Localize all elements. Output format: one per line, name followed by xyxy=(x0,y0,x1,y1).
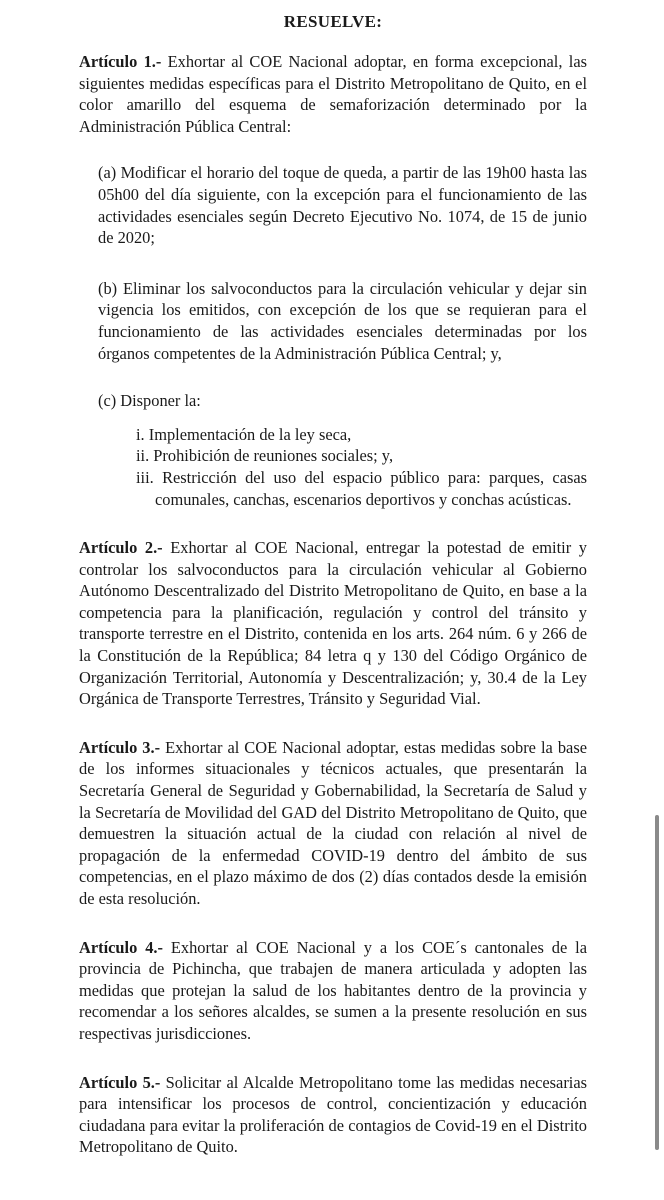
item-c-sublist xyxy=(136,424,587,510)
article-1 xyxy=(79,51,587,137)
resolution-heading: RESUELVE: xyxy=(283,12,383,31)
article-5-text: Solicitar al Alcalde Metropolitano tome las medidas necesarias para intensificar los procesos de control, concientización y educación ciudadana para evitar la proliferación de contagios de Covid-19 en el Distrito Metropolitano de Quito. xyxy=(79,1072,587,1157)
subitem-iii: iii. Restricción del uso del espacio público para: parques, casas comunales, canchas, escenarios deportivos y conchas acústicas. xyxy=(136,467,587,509)
article-2 xyxy=(79,537,587,710)
article-3-text: Exhortar al COE Nacional adoptar, estas medidas sobre la base de los informes situacionales y técnicos actuales, que presentarán la Secretaría General de Seguridad y Gobernabilidad, la Secretaría de Salud y la Secretaría de Movilidad del GAD del Distrito Metropolitano de Quito, que demuestren la situación actual de la ciudad con relación al nivel de propagación de la enfermedad COVID-19 dentro del ámbito de sus competencias, en el plazo máximo de dos (2) días contados desde la emisión de esta resolución. xyxy=(79,737,587,908)
article-2-label: Artículo 2.- xyxy=(79,538,163,558)
subitem-ii: ii. Prohibición de reuniones sociales; y, xyxy=(136,446,394,466)
vertical-scrollbar[interactable] xyxy=(655,815,659,1150)
item-b: (b) Eliminar los salvoconductos para la circulación vehicular y dejar sin vigencia los emitidos, con excepción de los que se requieran para el funcionamiento de las actividades esenciales determinadas por los órganos competentes de la Administración Pública Central; y, xyxy=(98,278,587,363)
document-page xyxy=(79,0,587,1185)
article-2-text: Exhortar al COE Nacional, entregar la potestad de emitir y controlar los salvoconductos para la circulación vehicular al Gobierno Autónomo Descentralizado del Distrito Metropolitano de Quito, en base a la competencia para la planificación, regulación y control del tránsito y transporte terrestre en el Distrito, contenida en los arts. 264 núm. 6 y 266 de la Constitución de la República; 84 letra q y 130 del Código Orgánico de Organización Territorial, Autonomía y Descentralización; y, 30.4 de la Ley Orgánica de Transporte Terrestres, Tránsito y Seguridad Vial. xyxy=(79,538,587,709)
article-4-text: Exhortar al COE Nacional y a los COE´s cantonales de la provincia de Pichincha, que trabajen de manera articulada y adopten las medidas que protejan la salud de los habitantes dentro de la provincia y recomendar a los señores alcaldes, se sumen a la presente resolución en sus respectivas jurisdicciones. xyxy=(79,937,587,1043)
article-1-text: Exhortar al COE Nacional adoptar, en forma excepcional, las siguientes medidas específicas para el Distrito Metropolitano de Quito, en el color amarillo del esquema de semaforización determinado por la Administración Pública Central: xyxy=(79,52,587,136)
article-5-label: Artículo 5.- xyxy=(79,1072,161,1092)
item-c: (c) Disponer la: xyxy=(98,391,201,411)
article-5 xyxy=(79,1072,587,1158)
article-3-label: Artículo 3.- xyxy=(79,737,161,757)
article-3 xyxy=(79,737,587,910)
subitem-i: i. Implementación de la ley seca, xyxy=(136,424,352,444)
item-a: (a) Modificar el horario del toque de queda, a partir de las 19h00 hasta las 05h00 del día siguiente, con la excepción para el funcionamiento de las actividades esenciales según Decreto Ejecutivo No. 1074, de 15 de junio de 2020; xyxy=(98,163,587,248)
article-4 xyxy=(79,937,587,1045)
article-4-label: Artículo 4.- xyxy=(79,937,163,957)
article-1-label: Artículo 1.- xyxy=(79,52,162,71)
